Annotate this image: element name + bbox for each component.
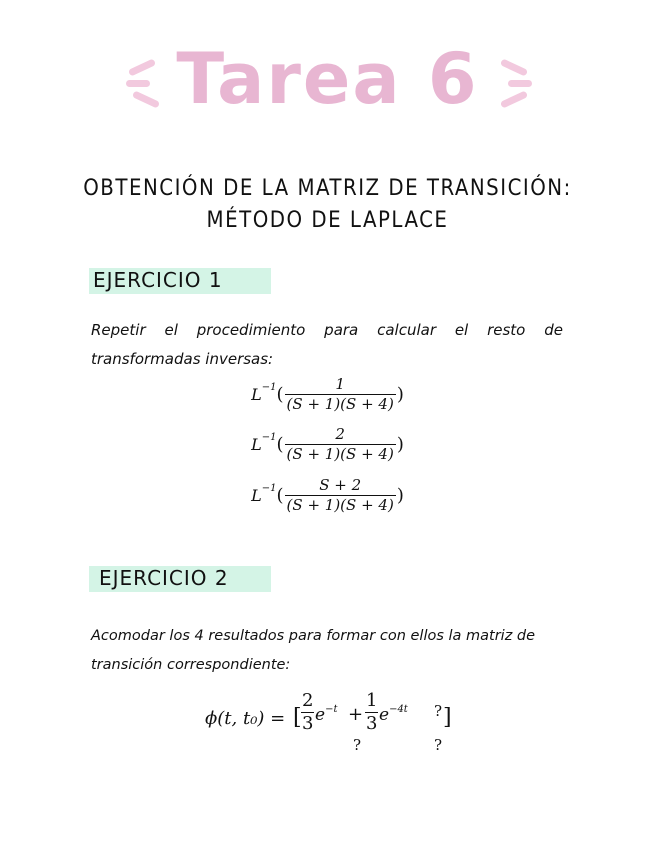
inverse-exponent: −1 [261,432,277,443]
word: el [454,321,469,339]
equation-3: $L^{-1}$( $\frac{S + 2}{(S + 1)(S + 4)}$ ) [251,476,404,514]
word: procedimiento [196,321,306,339]
matrix-entry-22: ? [434,736,443,754]
numerator: S + 2 [319,476,362,494]
word: resto [487,321,526,339]
word: el [164,321,178,339]
ejercicio-1-text-line-2: transformadas inversas: [91,350,274,368]
denominator: (S + 1)(S + 4) [286,395,394,413]
word: calcular [377,321,436,339]
exp-e-1 [315,704,337,725]
fraction-one-third [365,690,378,735]
word: Repetir [91,321,146,339]
fraction-two-thirds [301,690,314,735]
exp1-sup: −t [325,704,338,715]
denominator: (S + 1)(S + 4) [286,445,394,463]
close-bracket: ] [443,705,452,730]
open-bracket: [ [293,705,302,730]
ejercicio-1-text-line-1 [91,316,563,345]
equation-1: $L^{-1}$( $\frac{1}{(S + 1)(S + 4)}$ ) [251,375,404,413]
inverse-exponent: −1 [261,483,277,494]
heading-line-2: MÉTODO DE LAPLACE [206,208,449,233]
exp2-base: e [379,705,390,725]
frac1-numerator: 2 [302,690,314,711]
exp2-sup: −4t [389,704,408,715]
ejercicio-2-text-line-2: transición correspondiente: [91,657,291,673]
frac2-denominator: 3 [366,713,378,734]
matrix-entry-12: ? [434,702,443,720]
ejercicio-1-text [91,316,563,374]
phi-lhs: ϕ(t, t₀) = [205,708,286,729]
frac1-denominator: 3 [302,713,314,734]
laplace-operator: L [251,486,262,505]
page-title: Tarea 6 [176,38,479,120]
word: de [544,321,563,339]
section-2-label: EJERCICIO 2 [99,566,229,590]
heading-line-1: OBTENCIÓN DE LA MATRIZ DE TRANSICIÓN: [83,176,572,201]
frac2-numerator: 1 [366,690,378,711]
word: para [324,321,359,339]
ejercicio-2-text [91,622,563,680]
denominator: (S + 1)(S + 4) [286,496,394,514]
laplace-operator: L [251,385,262,404]
section-1-label: EJERCICIO 1 [93,268,223,292]
equation-2: $L^{-1}$( $\frac{2}{(S + 1)(S + 4)}$ ) [251,425,404,463]
inverse-exponent: −1 [261,382,277,393]
exp1-base: e [315,705,326,725]
ejercicio-2-text-line-1: Acomodar los 4 resultados para formar con ellos la matriz de [91,628,536,644]
laplace-operator: L [251,435,262,454]
plus-sign: + [348,704,364,725]
matrix-entry-21: ? [353,736,362,754]
exp-e-2 [379,704,408,725]
numerator: 1 [335,375,345,393]
numerator: 2 [335,425,345,443]
transition-matrix-equation [205,690,465,760]
